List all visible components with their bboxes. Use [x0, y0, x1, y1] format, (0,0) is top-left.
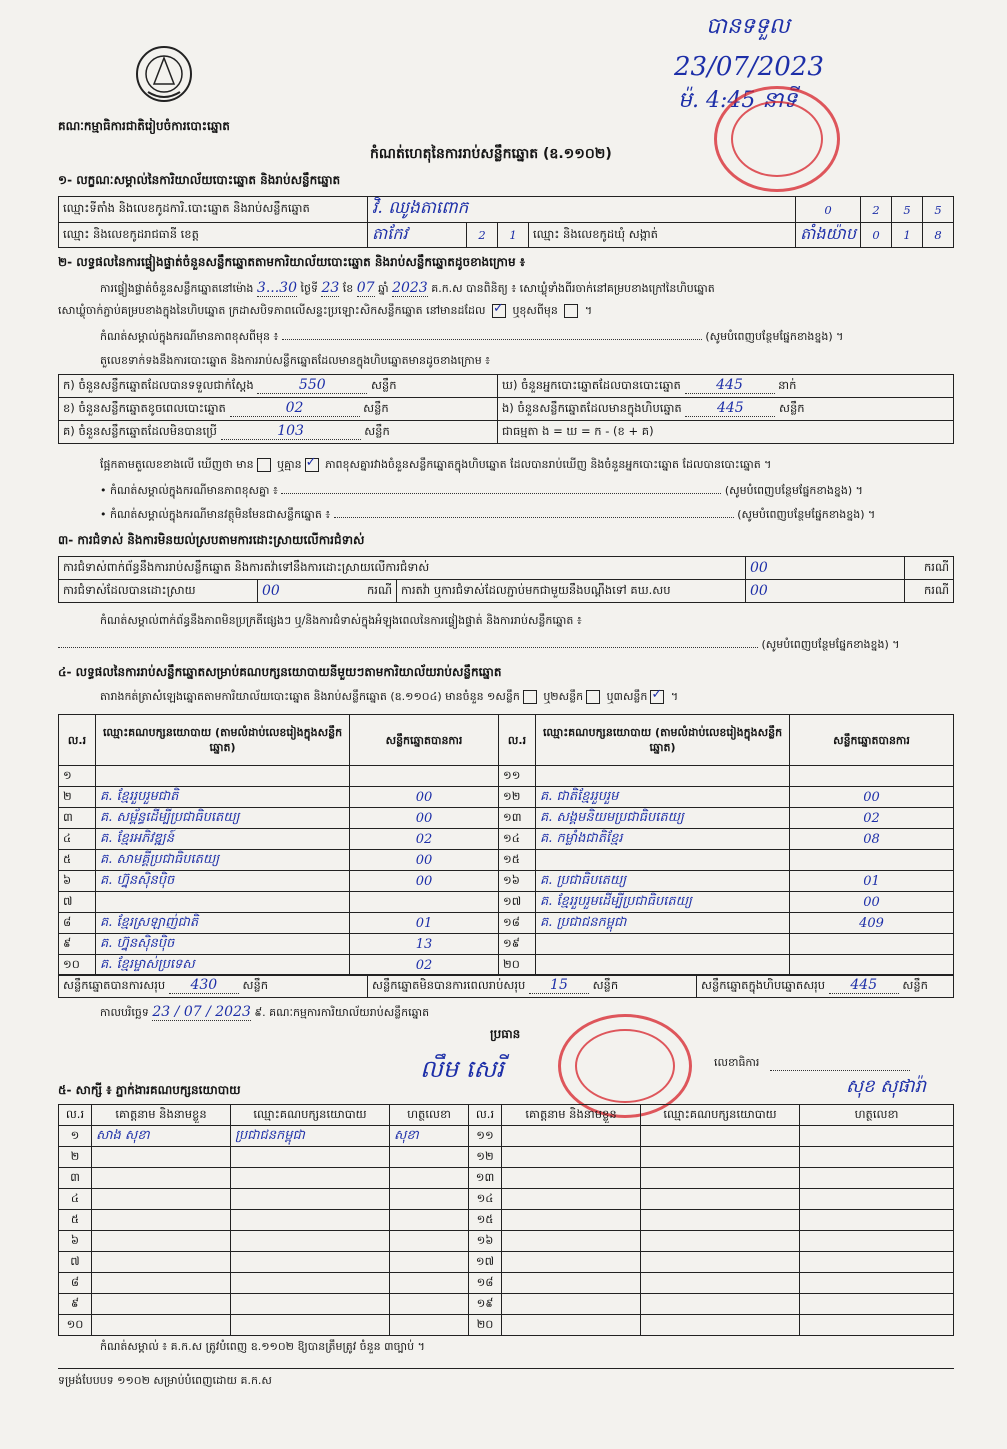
witness-party[interactable]	[231, 1315, 390, 1336]
received-label: បានទទួល	[706, 14, 790, 39]
witness-party[interactable]	[231, 1168, 390, 1189]
foreign-object-note-label: • កំណត់សម្គាល់ក្នុងករណីមានវត្ថុមិនមែនជាសន្លឹកឆ្នោត ៖	[100, 508, 331, 521]
witness-party[interactable]	[641, 1210, 800, 1231]
witness-sign[interactable]	[800, 1315, 954, 1336]
foreign-object-note-hint: (សូមបំពេញបន្ថែមផ្នែកខាងខ្នង) ។	[737, 508, 876, 521]
secretary-label: លេខាធិការ	[714, 1056, 760, 1069]
witness-party[interactable]	[231, 1231, 390, 1252]
result-no: ១១	[499, 766, 536, 787]
witness-no: ១៤	[469, 1189, 502, 1210]
witness-party[interactable]	[641, 1231, 800, 1252]
committee-label: ៩. គណៈកម្មការការិយាល័យរាប់សន្លឹកឆ្នោត	[254, 1006, 430, 1019]
appeal-unit: ករណី	[905, 580, 954, 603]
section1-heading: ១- លក្ខណៈសម្គាល់នៃការិយាល័យបោះឆ្នោត និងរាប់សន្លឹកឆ្នោត	[58, 173, 341, 187]
verify-year-label: ឆ្នាំ	[378, 282, 389, 295]
table-row	[59, 787, 954, 808]
result-votes	[350, 892, 499, 913]
witness-party[interactable]	[641, 1189, 800, 1210]
footnote: កំណត់សម្គាល់ ៖ គ.ក.ស ត្រូវបំពេញ ឧ.១១០២ ឱ្យបានត្រឹមត្រូវ ចំនួន ៣ច្បាប់ ។	[100, 1340, 425, 1353]
result-no: ១៧	[499, 892, 536, 913]
result-votes: 00	[350, 808, 499, 829]
witness-col-name: គោត្តនាម និងនាមខ្លួន	[92, 1105, 231, 1126]
commune-code-2: 1	[892, 223, 923, 248]
table-row	[59, 1294, 954, 1315]
witness-sign[interactable]	[390, 1210, 469, 1231]
figure-a-value: 550	[257, 377, 367, 394]
difference-note	[100, 484, 952, 500]
result-party	[96, 892, 350, 913]
formula: ជាធម្មតា ង = ឃ = ក - (ខ + គ)	[498, 421, 954, 444]
witness-no: ៤	[59, 1189, 92, 1210]
witness-name[interactable]	[92, 1210, 231, 1231]
figure-b-label: ខ) ចំនួនសន្លឹកឆ្នោតខូចពេលបោះឆ្នោត	[63, 401, 226, 415]
witness-sign[interactable]: សុខា	[390, 1126, 469, 1147]
result-no: ២០	[499, 955, 536, 976]
witness-col-no-right: ល.រ	[469, 1105, 502, 1126]
witness-party[interactable]	[231, 1147, 390, 1168]
tally-one-label: តារាងកត់ត្រាសំឡេងឆ្នោតតាមការិយាល័យបោះឆ្នោត និងរាប់សន្លឹកឆ្នោត (ឧ.១១០៤) មានចំនួន ១សន្លឹក	[100, 690, 520, 703]
appeal-label: ការតវ៉ា ឬការជំទាស់ដែលភ្ជាប់មកជាមួយនឹងបណ្តឹងទៅ គឃ.សប	[397, 580, 746, 603]
changed-label: ឬខុសពីមុន	[512, 304, 558, 317]
figures-intro: តួលេខទាក់ទងនឹងការបោះឆ្នោត និងការរាប់សន្លឹកឆ្នោតដែលមានក្នុងហិបឆ្នោតមានដូចខាងក្រោម ៖	[100, 354, 491, 367]
witness-party[interactable]	[641, 1315, 800, 1336]
witness-party[interactable]	[231, 1273, 390, 1294]
witness-col-no: ល.រ	[59, 1105, 92, 1126]
secretary-name: សុខ សុផារ៉ា	[846, 1076, 926, 1097]
complaints-label: ការជំទាស់ពាក់ព័ន្ធនឹងការរាប់សន្លឹកឆ្នោត និងការតវ៉ាទៅនឹងការដោះស្រាយលើការជំទាស់	[59, 557, 746, 580]
results-col-party-right: ឈ្មោះគណបក្សនយោបាយ (តាមលំដាប់លេខរៀងក្នុងសន្លឹកឆ្នោត)	[536, 715, 790, 766]
has-difference-checkbox[interactable]	[257, 458, 271, 472]
witness-sign[interactable]	[800, 1252, 954, 1273]
table-row	[59, 766, 954, 787]
result-votes	[350, 766, 499, 787]
result-votes: 13	[350, 934, 499, 955]
station-code-2: 2	[861, 197, 892, 223]
section2-heading: ២- លទ្ធផលនៃការផ្ទៀងផ្ទាត់ចំនួនសន្លឹកឆ្នោតតាមការិយាល័យបោះឆ្នោត និងរាប់សន្លឹកឆ្នោតដូចខាងក្រោម ៖	[58, 255, 526, 269]
witness-no: ១១	[469, 1126, 502, 1147]
result-party: គ. កម្លាំងជាតិខ្មែរ	[536, 829, 790, 850]
result-party: គ. ខ្មែររួបរួមដើម្បីប្រជាធិបតេយ្យ	[536, 892, 790, 913]
invalid-total-label: សន្លឹកឆ្នោតមិនបានការពេលរាប់សរុប	[372, 978, 526, 992]
witness-no: ១៣	[469, 1168, 502, 1189]
table-row	[59, 829, 954, 850]
witness-no: ២	[59, 1147, 92, 1168]
witness-no: ១៨	[469, 1273, 502, 1294]
result-votes: 02	[350, 955, 499, 976]
result-votes: 00	[350, 787, 499, 808]
table-row	[59, 1273, 954, 1294]
result-party	[96, 766, 350, 787]
witness-name[interactable]	[92, 1231, 231, 1252]
compare-line	[100, 458, 771, 474]
result-party	[536, 955, 790, 976]
tally-three-checkbox[interactable]	[650, 690, 664, 704]
province-label: ឈ្មោះ និងលេខកូដរាជធានី ខេត្ត	[59, 223, 368, 248]
witness-sign[interactable]	[390, 1147, 469, 1168]
result-votes: 01	[790, 871, 954, 892]
witness-name[interactable]	[92, 1273, 231, 1294]
witness-name[interactable]	[502, 1273, 641, 1294]
figures-table	[58, 374, 954, 444]
valid-total-value: 430	[169, 977, 239, 994]
authority-name: គណៈកម្មាធិការជាតិរៀបចំការបោះឆ្នោត	[58, 119, 230, 133]
date-label: កាលបរិច្ឆេទ	[100, 1006, 149, 1019]
verify-time-value: 3...30	[256, 280, 297, 296]
table-row	[59, 808, 954, 829]
chair-signature: លឹម សេរី	[420, 1055, 504, 1083]
figure-c-value: 103	[221, 423, 361, 440]
complaints-unit: ករណី	[905, 557, 954, 580]
section4-heading: ៤- លទ្ធផលនៃការរាប់សន្លឹកឆ្នោតសម្រាប់គណបក្សនយោបាយនីមួយៗតាមការិយាល័យរាប់សន្លឹកឆ្នោត	[58, 665, 502, 679]
result-votes: 01	[350, 913, 499, 934]
result-votes	[790, 850, 954, 871]
commune-code-1: 0	[861, 223, 892, 248]
result-no: ៩	[59, 934, 96, 955]
witness-name[interactable]	[502, 1252, 641, 1273]
result-no: ១៥	[499, 850, 536, 871]
result-votes: 00	[350, 871, 499, 892]
result-party	[536, 934, 790, 955]
result-no: ៥	[59, 850, 96, 871]
figure-e-unit: សន្លឹក	[779, 401, 805, 415]
witness-name[interactable]	[502, 1294, 641, 1315]
results-totals	[58, 974, 954, 998]
results-col-no: ល.រ	[59, 715, 96, 766]
figure-b-value: 02	[230, 400, 360, 417]
secretary-signature-line	[770, 1056, 910, 1071]
witness-sign[interactable]	[800, 1168, 954, 1189]
witness-col-party: ឈ្មោះគណបក្សនយោបាយ	[231, 1105, 390, 1126]
witness-name[interactable]	[502, 1168, 641, 1189]
station-code-3: 5	[892, 197, 923, 223]
witness-col-name-right: គោត្តនាម និងនាមខ្លួន	[502, 1105, 641, 1126]
figure-b-unit: សន្លឹក	[363, 401, 389, 415]
compare-has-label: ផ្អែកតាមតួលេខខាងលើ ឃើញថា មាន	[100, 458, 254, 471]
date-value: 23 / 07 / 2023	[152, 1004, 251, 1020]
result-no: ១០	[59, 955, 96, 976]
change-note-hint: (សូមបំពេញបន្ថែមផ្នែកខាងខ្នង) ។	[705, 330, 844, 343]
figure-e-value: 445	[685, 400, 775, 417]
witness-sign[interactable]	[800, 1210, 954, 1231]
witness-sign[interactable]	[390, 1273, 469, 1294]
witness-sign[interactable]	[800, 1147, 954, 1168]
form-title: កំណត់ហេតុនៃការរាប់សន្លឹកឆ្នោត (ឧ.១១០២)	[370, 146, 612, 162]
figure-c-label: គ) ចំនួនសន្លឹកឆ្នោតដែលមិនបានប្រើ	[63, 424, 217, 438]
result-no: ១៨	[499, 913, 536, 934]
result-votes: 00	[790, 892, 954, 913]
witness-party[interactable]	[231, 1189, 390, 1210]
table-row	[59, 913, 954, 934]
complaints-value: 00	[746, 557, 905, 580]
resolved-label: ការជំទាស់ដែលបានដោះស្រាយ	[59, 580, 258, 603]
witness-party[interactable]	[641, 1147, 800, 1168]
result-party: គ. សម្ព័ន្ធដើម្បីប្រជាធិបតេយ្យ	[96, 808, 350, 829]
date-line	[100, 1004, 429, 1022]
invalid-total-value: 15	[529, 977, 589, 994]
emblem-icon	[134, 44, 194, 104]
witness-name[interactable]	[502, 1231, 641, 1252]
change-note	[100, 330, 952, 346]
witness-sign[interactable]	[390, 1189, 469, 1210]
invalid-total-unit: សន្លឹក	[592, 978, 619, 992]
received-time: ម៉. 4:45 នាទី	[678, 88, 798, 113]
witness-party[interactable]	[641, 1168, 800, 1189]
witness-no: ៩	[59, 1294, 92, 1315]
witness-name[interactable]	[92, 1294, 231, 1315]
witness-party[interactable]	[231, 1210, 390, 1231]
figure-d-label: ឃ) ចំនួនអ្នកបោះឆ្នោតដែលបានបោះឆ្នោត	[502, 378, 681, 392]
result-votes: 02	[790, 808, 954, 829]
witness-sign[interactable]	[390, 1315, 469, 1336]
witness-name[interactable]	[502, 1210, 641, 1231]
table-row	[59, 1252, 954, 1273]
witness-sign[interactable]	[800, 1294, 954, 1315]
tally-two-label: ឬ២សន្លឹក	[543, 690, 584, 703]
table-row	[59, 1147, 954, 1168]
result-party: គ. ខ្មែរម្ចាស់ប្រទេស	[96, 955, 350, 976]
table-row	[59, 1126, 954, 1147]
witness-no: ១០	[59, 1315, 92, 1336]
figure-d-unit: នាក់	[778, 378, 797, 392]
station-value: វិ. ឈូងតាពោក	[368, 197, 796, 223]
witness-party[interactable]	[641, 1294, 800, 1315]
ballot-total-unit: សន្លឹក	[902, 978, 928, 992]
witness-sign[interactable]	[390, 1294, 469, 1315]
witness-no: ៥	[59, 1210, 92, 1231]
section3-heading: ៣- ការជំទាស់ និងការមិនយល់ស្របតាមការដោះស្រាយលើការជំទាស់	[58, 533, 365, 547]
figure-a-unit: សន្លឹក	[370, 378, 397, 392]
result-party: គ. ហ្វ៊ុនស៊ិនប៉ិច	[96, 871, 350, 892]
witness-name[interactable]	[92, 1168, 231, 1189]
result-no: ១៦	[499, 871, 536, 892]
province-code-2: 1	[498, 223, 529, 248]
figure-c-unit: សន្លឹក	[364, 424, 390, 438]
commune-label: ឈ្មោះ និងលេខកូដឃុំ សង្កាត់	[529, 223, 796, 248]
resolved-value: 00	[262, 582, 280, 599]
province-value: តាកែវ	[368, 223, 467, 248]
table-row	[59, 1231, 954, 1252]
witness-col-sign-right: ហត្ថលេខា	[800, 1105, 954, 1126]
results-col-votes-right: សន្លឹកឆ្នោតបានការ	[790, 715, 954, 766]
valid-total-label: សន្លឹកឆ្នោតបានការសរុប	[63, 978, 166, 992]
changed-checkbox[interactable]	[564, 304, 578, 318]
compare-text: ភាពខុសគ្នារវាងចំនួនសន្លឹកឆ្នោតក្នុងហិបឆ្នោត ដែលបានរាប់ឃើញ និងចំនួនអ្នកបោះឆ្នោត ដែលបានបោះឆ្នោត ។	[325, 458, 772, 471]
footer-divider	[58, 1368, 954, 1369]
witness-name[interactable]	[92, 1189, 231, 1210]
change-note-label: កំណត់សម្គាល់ក្នុងករណីមានភាពខុសពីមុន ៖	[100, 330, 279, 343]
verify-line-2: សោឃ្លុំចាក់ភ្ជាប់គម្របខាងក្នុងនៃហិបឆ្នោត ក្រដាសបិទភាពលើសន្ទះប្រឡោះសិកសន្លឹកឆ្នោត នៅមានដដែល ✓ ឬខុសពីមុន ។	[58, 304, 592, 320]
witness-name[interactable]	[502, 1147, 641, 1168]
witness-no: ៧	[59, 1252, 92, 1273]
result-votes	[790, 766, 954, 787]
section5-heading: ៥- សាក្សី ៖ ភ្នាក់ងារគណបក្សនយោបាយ	[58, 1083, 241, 1097]
result-votes	[790, 955, 954, 976]
irregularity-note-line	[58, 638, 952, 654]
table-row	[59, 1315, 954, 1336]
witness-no: ៣	[59, 1168, 92, 1189]
witness-name[interactable]: សាង សុខា	[92, 1126, 231, 1147]
witness-no: ១៦	[469, 1231, 502, 1252]
witness-sign[interactable]	[800, 1273, 954, 1294]
result-party	[536, 766, 790, 787]
tally-three-label: ឬ៣សន្លឹក	[606, 690, 648, 703]
result-party: គ. ខ្មែរស្រឡាញ់ជាតិ	[96, 913, 350, 934]
results-table	[58, 714, 954, 976]
form-footer: ទម្រង់បែបបទ ១១០២ សម្រាប់បំពេញដោយ គ.ក.ស	[58, 1374, 272, 1387]
verify-day-value: 23	[321, 280, 340, 296]
result-no: ១៣	[499, 808, 536, 829]
irregularity-note: កំណត់សម្គាល់ពាក់ព័ន្ធនឹងភាពមិនប្រក្រតីផ្សេងៗ ឬ/និងការជំទាស់ក្នុងអំឡុងពេលនៃការផ្ទៀងផ្ទាត់ និងការរាប់សន្លឹកឆ្នោត ៖	[100, 614, 582, 627]
result-no: ២	[59, 787, 96, 808]
witness-name[interactable]	[502, 1126, 641, 1147]
witness-name[interactable]	[502, 1189, 641, 1210]
witness-sign[interactable]	[800, 1126, 954, 1147]
witness-no: ១	[59, 1126, 92, 1147]
witness-name[interactable]	[92, 1147, 231, 1168]
result-no: ៦	[59, 871, 96, 892]
witness-no: ១៩	[469, 1294, 502, 1315]
result-votes: 00	[350, 850, 499, 871]
commune-code-3: 8	[923, 223, 954, 248]
tally-two-checkbox[interactable]	[586, 690, 600, 704]
figure-a-label: ក) ចំនួនសន្លឹកឆ្នោតដែលបានទទួលជាក់ស្តែង	[63, 378, 254, 392]
verify-line-2-text: សោឃ្លុំចាក់ភ្ជាប់គម្របខាងក្នុងនៃហិបឆ្នោត ក្រដាសបិទភាពលើសន្ទះប្រឡោះសិកសន្លឹកឆ្នោត នៅមានដដែល	[58, 304, 486, 317]
complaints-table	[58, 556, 954, 603]
received-date: 23/07/2023	[674, 52, 824, 82]
result-party: គ. ជាតិខ្មែររួបរួម	[536, 787, 790, 808]
table-row	[59, 871, 954, 892]
witness-party[interactable]: ប្រជាជនកម្ពុជា	[231, 1126, 390, 1147]
irregularity-note-hint: (សូមបំពេញបន្ថែមផ្នែកខាងខ្នង) ។	[761, 638, 900, 651]
table-row	[59, 1168, 954, 1189]
result-party: គ. ខ្មែររួបរួមជាតិ	[96, 787, 350, 808]
verify-month-label: ខែ	[342, 282, 354, 295]
tally-sheets-line: តារាងកត់ត្រាសំឡេងឆ្នោតតាមការិយាល័យបោះឆ្នោត និងរាប់សន្លឹកឆ្នោត (ឧ.១១០៤) មានចំនួន ១សន្លឹក ឬ២សន្លឹក ឬ៣សន្លឹក✓ ។	[100, 690, 678, 706]
result-no: ១	[59, 766, 96, 787]
resolved-unit: ករណី	[367, 582, 392, 597]
verify-day-label: ថ្ងៃទី	[300, 282, 318, 295]
difference-note-hint: (សូមបំពេញបន្ថែមផ្នែកខាងខ្នង) ។	[724, 484, 863, 497]
witness-party[interactable]	[231, 1252, 390, 1273]
result-votes	[790, 934, 954, 955]
table-row	[59, 850, 954, 871]
table-row	[59, 1189, 954, 1210]
ballot-total-label: សន្លឹកឆ្នោតក្នុងហិបឆ្នោតសរុប	[701, 978, 826, 992]
result-votes: 02	[350, 829, 499, 850]
foreign-object-note	[100, 508, 952, 524]
witness-name[interactable]	[502, 1315, 641, 1336]
witness-sign[interactable]	[800, 1189, 954, 1210]
result-no: ១៩	[499, 934, 536, 955]
result-votes: 08	[790, 829, 954, 850]
result-no: ៧	[59, 892, 96, 913]
verify-text: គ.ក.ស បានពិនិត្យ ៖ សោឃ្លុំទាំងពីរចាក់នៅគម្របខាងក្រៅនៃហិបឆ្នោត	[431, 282, 715, 295]
witness-no: ៨	[59, 1273, 92, 1294]
witness-party[interactable]	[641, 1273, 800, 1294]
witness-party[interactable]	[641, 1252, 800, 1273]
witness-sign[interactable]	[800, 1231, 954, 1252]
table-row	[59, 892, 954, 913]
witness-party[interactable]	[231, 1294, 390, 1315]
witness-name[interactable]	[92, 1315, 231, 1336]
result-party	[536, 850, 790, 871]
station-label: ឈ្មោះទីតាំង និងលេខកូដការិ.បោះឆ្នោត និងរាប់សន្លឹកឆ្នោត	[59, 197, 368, 223]
result-votes: 00	[790, 787, 954, 808]
witness-sign[interactable]	[390, 1252, 469, 1273]
result-party: គ. សាមគ្គីប្រជាធិបតេយ្យ	[96, 850, 350, 871]
no-difference-checkbox[interactable]	[305, 458, 319, 472]
figure-d-value: 445	[685, 377, 775, 394]
witness-party[interactable]	[641, 1126, 800, 1147]
witness-sign[interactable]	[390, 1231, 469, 1252]
commune-value: តាំងយ៉ាប	[796, 223, 861, 248]
station-table	[58, 196, 954, 248]
result-no: ១២	[499, 787, 536, 808]
witness-col-sign: ហត្ថលេខា	[390, 1105, 469, 1126]
result-no: ១៤	[499, 829, 536, 850]
witness-no: ១៥	[469, 1210, 502, 1231]
result-no: ៣	[59, 808, 96, 829]
station-code-1: 0	[796, 197, 861, 223]
appeal-value: 00	[746, 580, 905, 603]
result-no: ៨	[59, 913, 96, 934]
witness-no: ២០	[469, 1315, 502, 1336]
verify-month-value: 07	[356, 280, 375, 296]
ballot-total-value: 445	[829, 977, 899, 994]
result-party: គ. សង្គមនិយមប្រជាធិបតេយ្យ	[536, 808, 790, 829]
result-party: គ. ហ្វ៊ុនស៊ិនប៉ិច	[96, 934, 350, 955]
chair-label: ប្រធាន	[490, 1027, 521, 1041]
witness-col-party-right: ឈ្មោះគណបក្សនយោបាយ	[641, 1105, 800, 1126]
results-col-votes: សន្លឹកឆ្នោតបានការ	[350, 715, 499, 766]
official-seal-bottom	[558, 1014, 692, 1118]
witness-name[interactable]	[92, 1252, 231, 1273]
province-code-1: 2	[467, 223, 498, 248]
witness-sign[interactable]	[390, 1168, 469, 1189]
results-col-party: ឈ្មោះគណបក្សនយោបាយ (តាមលំដាប់លេខរៀងក្នុងសន្លឹកឆ្នោត)	[96, 715, 350, 766]
table-row	[59, 934, 954, 955]
witness-no: ១៧	[469, 1252, 502, 1273]
figure-e-label: ង) ចំនួនសន្លឹកឆ្នោតដែលមានក្នុងហិបឆ្នោត	[502, 401, 682, 415]
result-no: ៤	[59, 829, 96, 850]
result-votes: 409	[790, 913, 954, 934]
valid-total-unit: សន្លឹក	[242, 978, 269, 992]
unchanged-checkbox[interactable]	[492, 304, 506, 318]
witness-no: ១២	[469, 1147, 502, 1168]
verify-line-1	[100, 280, 960, 298]
verify-year-value: 2023	[392, 280, 428, 296]
verify-time-label: ការផ្ទៀងផ្ទាត់ចំនួនសន្លឹកឆ្នោតនៅម៉ោង	[100, 282, 254, 295]
witness-table	[58, 1104, 954, 1336]
results-col-no-right: ល.រ	[499, 715, 536, 766]
table-row	[59, 955, 954, 976]
official-seal-top	[714, 86, 840, 192]
result-party: គ. ប្រជាជនកម្ពុជា	[536, 913, 790, 934]
station-code-4: 5	[923, 197, 954, 223]
difference-note-label: • កំណត់សម្គាល់ក្នុងករណីមានភាពខុសគ្នា ៖	[100, 484, 278, 497]
result-party: គ. ខ្មែរអភិវឌ្ឍន៍	[96, 829, 350, 850]
table-row	[59, 1210, 954, 1231]
witness-no: ៦	[59, 1231, 92, 1252]
tally-one-checkbox[interactable]	[523, 690, 537, 704]
compare-none-label: ឬគ្មាន	[277, 458, 302, 471]
result-party: គ. ប្រជាធិបតេយ្យ	[536, 871, 790, 892]
